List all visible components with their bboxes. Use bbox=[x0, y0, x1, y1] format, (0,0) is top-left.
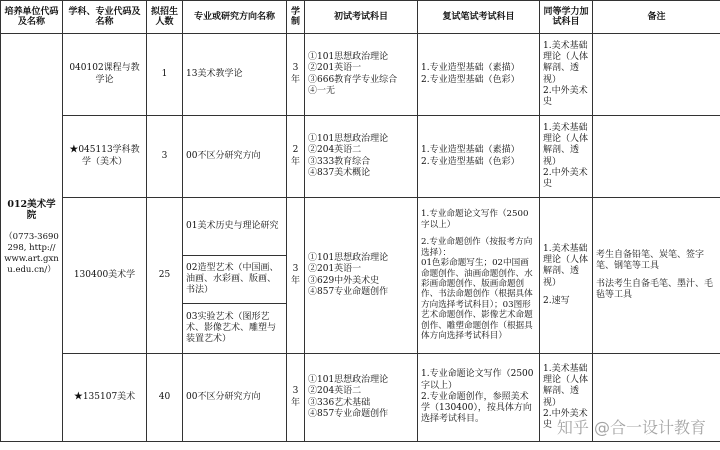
notes-item: 考生自备铅笔、炭笔、签字笔、钢笔等工具 bbox=[596, 249, 705, 271]
initial-exam-item: ②201英语一 bbox=[308, 264, 362, 275]
retest-exam-item: 2.专业命题创作，参照美术学（130400），按具体方向选择考试科目。 bbox=[421, 391, 532, 425]
equivalent-exam-item: 1.美术基础理论（人体解剖、透视） bbox=[543, 40, 589, 85]
header-quota: 拟招生人数 bbox=[147, 1, 183, 34]
retest-exam-cell bbox=[418, 116, 540, 198]
retest-exam-item: 1.专业造型基础（素描） bbox=[421, 63, 520, 74]
retest-exam-item: 2.专业命题创作（按报考方向选择）： bbox=[421, 237, 533, 258]
initial-exam-item: ①101思想政治理论 bbox=[308, 375, 389, 385]
equivalent-exam-cell bbox=[540, 198, 593, 354]
unit-cell bbox=[1, 34, 63, 442]
notes-cell bbox=[593, 354, 720, 442]
retest-exam-item: 1.专业命题论文写作（2500字以上） bbox=[421, 369, 534, 391]
header-notes: 备注 bbox=[593, 1, 720, 34]
header-initial-exam: 初试考试科目 bbox=[305, 1, 418, 34]
initial-exam-item: ③333教育综合 bbox=[308, 156, 371, 167]
initial-exam-item: ③629中外美术史 bbox=[308, 275, 380, 286]
quota-cell: 40 bbox=[147, 354, 183, 442]
direction-cell: 13美术教学论 bbox=[183, 34, 287, 116]
header-duration: 学制 bbox=[287, 1, 305, 34]
header-unit: 培养单位代码及名称 bbox=[1, 1, 63, 34]
retest-exam-item: 2.专业造型基础（色彩） bbox=[421, 74, 520, 85]
direction-cell: 00不区分研究方向 bbox=[183, 354, 287, 442]
retest-exam-cell bbox=[418, 34, 540, 116]
header-row bbox=[1, 1, 720, 34]
table-row bbox=[1, 116, 720, 198]
major-cell: 130400美术学 bbox=[63, 198, 147, 354]
equivalent-exam-cell bbox=[540, 354, 593, 442]
table-row bbox=[1, 354, 720, 442]
equivalent-exam-item: 2.中外美术史 bbox=[543, 408, 588, 430]
initial-exam-item: ④857专业命题创作 bbox=[308, 408, 389, 419]
duration-cell: 3年 bbox=[287, 34, 305, 116]
equivalent-exam-item: 1.美术基础理论（人体解剖、透视） bbox=[543, 243, 589, 288]
watermark: 知乎 @合一设计教育 bbox=[556, 418, 706, 437]
quota-cell: 1 bbox=[147, 34, 183, 116]
duration-cell: 3年 bbox=[287, 354, 305, 442]
retest-exam-cell bbox=[418, 354, 540, 442]
equivalent-exam-item: 2.中外美术史 bbox=[543, 167, 588, 189]
header-equivalent-exam: 同等学力加试科目 bbox=[540, 1, 593, 34]
initial-exam-item: ②204英语二 bbox=[308, 145, 362, 156]
initial-exam-item: ②204英语二 bbox=[308, 386, 362, 397]
initial-exam-item: ①101思想政治理论 bbox=[308, 253, 389, 263]
header-retest-exam: 复试笔试考试科目 bbox=[418, 1, 540, 34]
table-row bbox=[1, 198, 720, 256]
initial-exam-item: ③336艺术基础 bbox=[308, 397, 371, 408]
equivalent-exam-item: 1.美术基础理论（人体解剖、透视） bbox=[543, 122, 589, 167]
initial-exam-item: ④857专业命题创作 bbox=[308, 286, 389, 297]
quota-cell: 3 bbox=[147, 116, 183, 198]
equivalent-exam-cell bbox=[540, 116, 593, 198]
notes-cell bbox=[593, 34, 720, 116]
major-cell: ★135107美术 bbox=[63, 354, 147, 442]
retest-exam-item: 1.专业命题论文写作（2500字以上） bbox=[421, 209, 529, 230]
initial-exam-item: ④一无 bbox=[308, 85, 336, 96]
initial-exam-item: ②201英语一 bbox=[308, 63, 362, 74]
table-row bbox=[1, 34, 720, 116]
direction-cell: 01美术历史与理论研究 bbox=[183, 198, 287, 256]
direction-cell: 02造型艺术（中国画、油画、水彩画、版画、书法） bbox=[183, 256, 287, 304]
equivalent-exam-item: 2.中外美术史 bbox=[543, 85, 588, 107]
header-direction: 专业或研究方向名称 bbox=[183, 1, 287, 34]
direction-cell: 03实验艺术（图形艺术、影像艺术、雕塑与装置艺术） bbox=[183, 304, 287, 354]
quota-cell: 25 bbox=[147, 198, 183, 354]
notes-item: 书法考生自备毛笔、墨汁、毛毡等工具 bbox=[596, 279, 714, 301]
retest-exam-cell bbox=[418, 198, 540, 354]
unit-name: 012美术学院 bbox=[7, 198, 56, 222]
notes-cell bbox=[593, 198, 720, 354]
direction-cell: 00不区分研究方向 bbox=[183, 116, 287, 198]
retest-exam-item: 01色彩命题写生；02中国画命题创作、油画命题创作、水彩画命题创作、版画命题创作、书法命题创作（根据具体方向选择考试科目）；03图形艺术命题创作、影像艺术命题创作、雕塑命题创作（根据具体方向选择考试科目） bbox=[421, 258, 533, 342]
duration-cell: 3年 bbox=[287, 198, 305, 354]
retest-exam-item: 1.专业造型基础（素描） bbox=[421, 145, 520, 156]
duration-cell: 2年 bbox=[287, 116, 305, 198]
initial-exam-item: ③666教育学专业综合 bbox=[308, 74, 398, 85]
initial-exam-cell bbox=[305, 116, 418, 198]
initial-exam-item: ①101思想政治理论 bbox=[308, 52, 389, 62]
major-cell: ★045113学科教学（美术） bbox=[63, 116, 147, 198]
equivalent-exam-cell bbox=[540, 34, 593, 116]
notes-cell bbox=[593, 116, 720, 198]
initial-exam-item: ④837美术概论 bbox=[308, 167, 371, 178]
header-major: 学科、专业代码及名称 bbox=[63, 1, 147, 34]
retest-exam-item: 2.专业造型基础（色彩） bbox=[421, 156, 520, 167]
initial-exam-cell bbox=[305, 198, 418, 354]
unit-contact: （0773-3690298, http://www.art.gxnu.edu.cn/） bbox=[4, 232, 59, 276]
initial-exam-cell bbox=[305, 354, 418, 442]
initial-exam-cell bbox=[305, 34, 418, 116]
equivalent-exam-item: 1.美术基础理论（人体解剖、透视） bbox=[543, 363, 589, 408]
major-cell: 040102课程与教学论 bbox=[63, 34, 147, 116]
equivalent-exam-item: 2.速写 bbox=[543, 295, 570, 306]
initial-exam-item: ①101思想政治理论 bbox=[308, 134, 389, 144]
